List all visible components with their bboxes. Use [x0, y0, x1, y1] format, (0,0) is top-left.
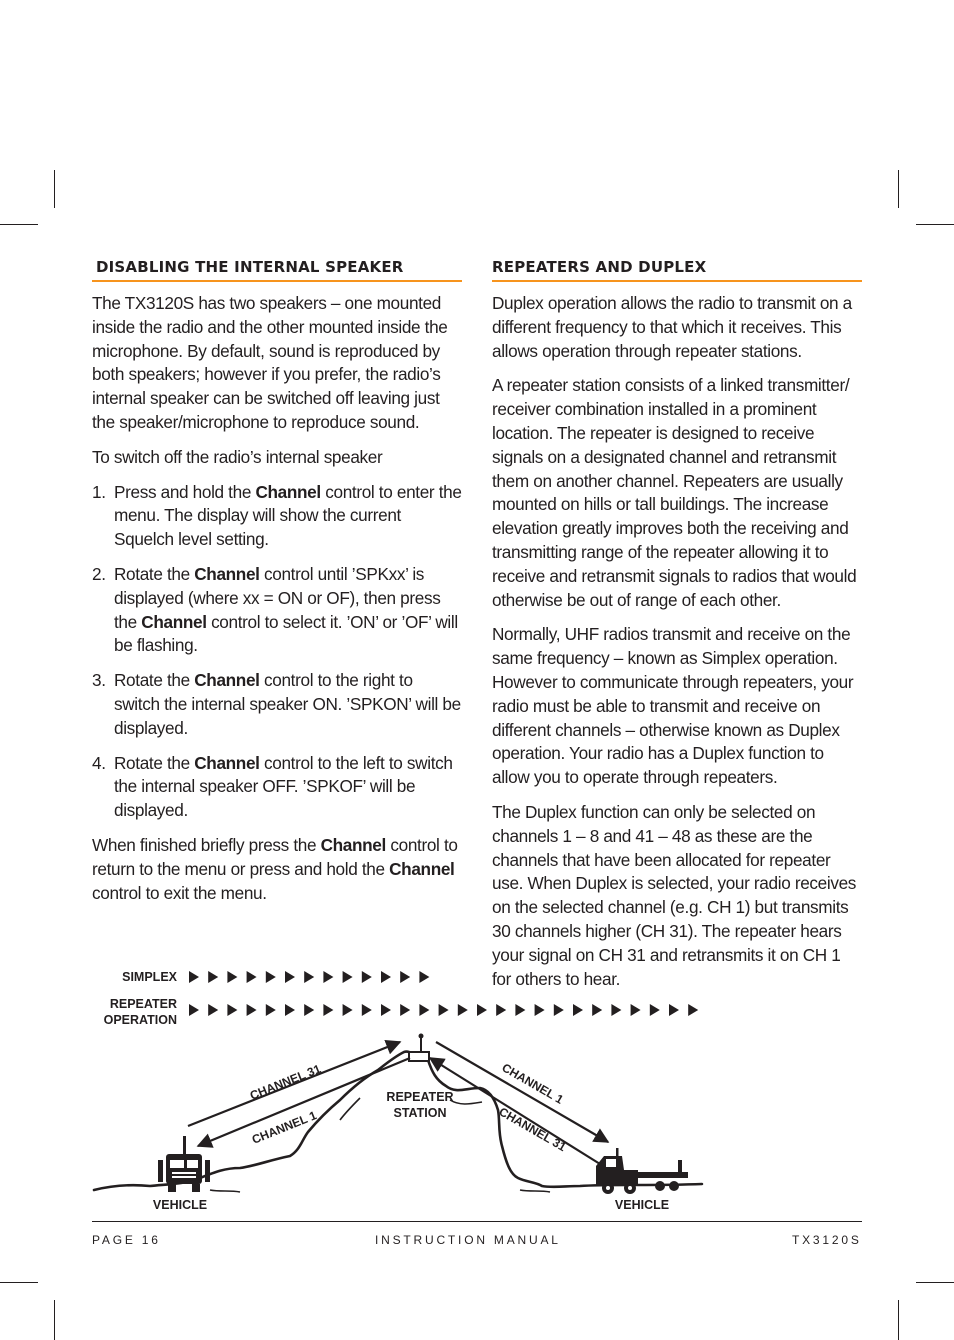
crop-mark-top-left-horizontal	[0, 224, 38, 225]
crop-mark-bottom-right-vertical	[898, 1300, 899, 1340]
duplex-function-paragraph: The Duplex function can only be selected on channels 1 – 8 and 41 – 48 as these are the channels that have been allocated for repeater use. When Duplex is selected, your radio receives on the selected channel (e.g. CH 1) but transmits 30 channels higher (CH 31). The repeater hears your signal on CH 31 and retransmits it on CH 1 for others to hear.	[492, 801, 857, 989]
left-column	[92, 258, 462, 916]
repeater-station-icon	[409, 1034, 429, 1062]
arrowhead-glyph	[439, 1004, 449, 1016]
arrowhead-glyph	[227, 1004, 237, 1016]
arrowhead-glyph	[208, 971, 218, 983]
repeater-station-paragraph: A repeater station consists of a linked transmitter/ receiver combination installed in a prominent location. The repeater is designed to receive signals on a designated channel and retransmit them on another channel. Repeaters are usually mounted on hills or tall buildings. The increase elevation greatly improves both the receiving and transmitting range of the repeater allowing it to receive and retransmit signals to radios that would otherwise be out of range of each other.	[492, 375, 857, 610]
repeater-station-label-line2: STATION	[393, 1106, 447, 1120]
arrowhead-glyph	[266, 971, 276, 983]
vehicle-right-label: VEHICLE	[614, 1198, 670, 1212]
arrowhead-glyph	[208, 1004, 218, 1016]
step-item: 1. Press and hold the Channel control to enter the menu. The display will show the current Squelch level setting.	[92, 481, 462, 550]
crop-mark-bottom-left-horizontal	[0, 1282, 38, 1283]
arrowhead-glyph	[515, 1004, 525, 1016]
arrowhead-glyph	[458, 1004, 468, 1016]
channel-31-left-label: CHANNEL 31	[247, 1061, 323, 1103]
closing-paragraph: When finished briefly press the Channel control to return to the menu or press and hold the Channel control to exit the menu.	[92, 834, 458, 903]
arrowhead-glyph	[247, 971, 257, 983]
footer-manual-title: INSTRUCTION MANUAL	[375, 1233, 561, 1247]
arrowhead-glyph	[323, 1004, 333, 1016]
arrowhead-glyph	[592, 1004, 602, 1016]
arrowhead-glyph	[323, 971, 333, 983]
crop-mark-bottom-right-horizontal	[916, 1282, 954, 1283]
arrowhead-glyph	[285, 1004, 295, 1016]
arrowhead-glyph	[362, 971, 372, 983]
arrowhead-glyph	[419, 971, 429, 983]
step-item: 3. Rotate the Channel control to the right to switch the internal speaker ON. ’SPKON’ will be displayed.	[92, 670, 461, 738]
duplex-paragraph: Duplex operation allows the radio to transmit on a different frequency to that which it receives. This allows operation through repeater stations.	[492, 293, 852, 361]
section-heading-disabling-speaker: DISABLING THE INTERNAL SPEAKER	[92, 258, 462, 282]
arrowhead-glyph	[381, 1004, 391, 1016]
arrowhead-glyph	[343, 1004, 353, 1016]
footer-page-number: PAGE 16	[92, 1233, 161, 1247]
arrowhead-glyph	[343, 971, 353, 983]
arrowhead-glyph	[535, 1004, 545, 1016]
arrowhead-glyph	[419, 1004, 429, 1016]
arrowhead-glyph	[400, 971, 410, 983]
channel-31-right-label: CHANNEL 31	[496, 1104, 569, 1155]
arrowhead-glyph	[227, 971, 237, 983]
crop-mark-bottom-left-vertical	[54, 1300, 55, 1340]
arrowhead-glyph	[631, 1004, 641, 1016]
simplex-paragraph: Normally, UHF radios transmit and receive on the same frequency – known as Simplex operation. However to communicate through repeaters, your radio must be able to transmit and receive on different channels – otherwise known as Duplex operation. Your radio has a Duplex function to allow you to operate through repeaters.	[492, 624, 854, 788]
arrowhead-glyph	[304, 971, 314, 983]
arrowhead-glyph	[573, 1004, 583, 1016]
footer-model: TX3120S	[792, 1233, 862, 1247]
arrowhead-glyph	[189, 971, 199, 983]
arrowhead-glyph	[304, 1004, 314, 1016]
arrowhead-glyph	[611, 1004, 621, 1016]
arrowhead-glyph	[650, 1004, 660, 1016]
repeater-operation-label-line1: REPEATER	[109, 997, 177, 1011]
footer-rule	[92, 1221, 862, 1222]
step-item: 4. Rotate the Channel control to the left to switch the internal speaker OFF. ’SPKOF’ will be displayed.	[92, 752, 453, 821]
lead-paragraph: To switch off the radio’s internal speaker	[92, 446, 383, 467]
arrowhead-glyph	[477, 1004, 487, 1016]
arrowhead-glyph	[285, 971, 295, 983]
arrowhead-glyph	[381, 971, 391, 983]
right-column	[492, 258, 862, 1002]
simplex-arrow-row	[189, 971, 429, 983]
vehicle-left-label: VEHICLE	[152, 1198, 208, 1212]
arrowhead-glyph	[554, 1004, 564, 1016]
arrowhead-glyph	[400, 1004, 410, 1016]
arrowhead-glyph	[266, 1004, 276, 1016]
arrowhead-glyph	[688, 1004, 698, 1016]
repeater-diagram	[90, 960, 710, 1220]
repeater-operation-label-line2: OPERATION	[103, 1013, 177, 1027]
right-vehicle-icon	[596, 1148, 688, 1194]
arrowhead-glyph	[362, 1004, 372, 1016]
simplex-label: SIMPLEX	[122, 970, 177, 984]
repeater-station-label-line1: REPEATER	[386, 1090, 454, 1104]
arrowhead-glyph	[247, 1004, 257, 1016]
crop-mark-top-left-vertical	[54, 170, 55, 208]
channel-1-left-label: CHANNEL 1	[249, 1108, 319, 1147]
channel-1-right-label: CHANNEL 1	[499, 1060, 566, 1107]
intro-paragraph: The TX3120S has two speakers – one mounted inside the radio and the other mounted inside the microphone. By default, sound is reproduced by both speakers; however if you prefer, the radio’s internal speaker can be switched off leaving just the speaker/microphone to reproduce sound.	[92, 293, 448, 432]
section-heading-repeaters: REPEATERS AND DUPLEX	[492, 258, 862, 282]
repeater-arrow-row	[189, 1004, 698, 1016]
step-item: 2. Rotate the Channel control until ’SPKxx’ is displayed (where xx = ON or OF), then press the Channel control to select it. ’ON’ or ’OF’ will be flashing.	[92, 563, 458, 656]
crop-mark-top-right-horizontal	[916, 224, 954, 225]
arrowhead-glyph	[496, 1004, 506, 1016]
arrowhead-glyph	[669, 1004, 679, 1016]
steps-list	[92, 481, 462, 823]
crop-mark-top-right-vertical	[898, 170, 899, 208]
arrowhead-glyph	[189, 1004, 199, 1016]
